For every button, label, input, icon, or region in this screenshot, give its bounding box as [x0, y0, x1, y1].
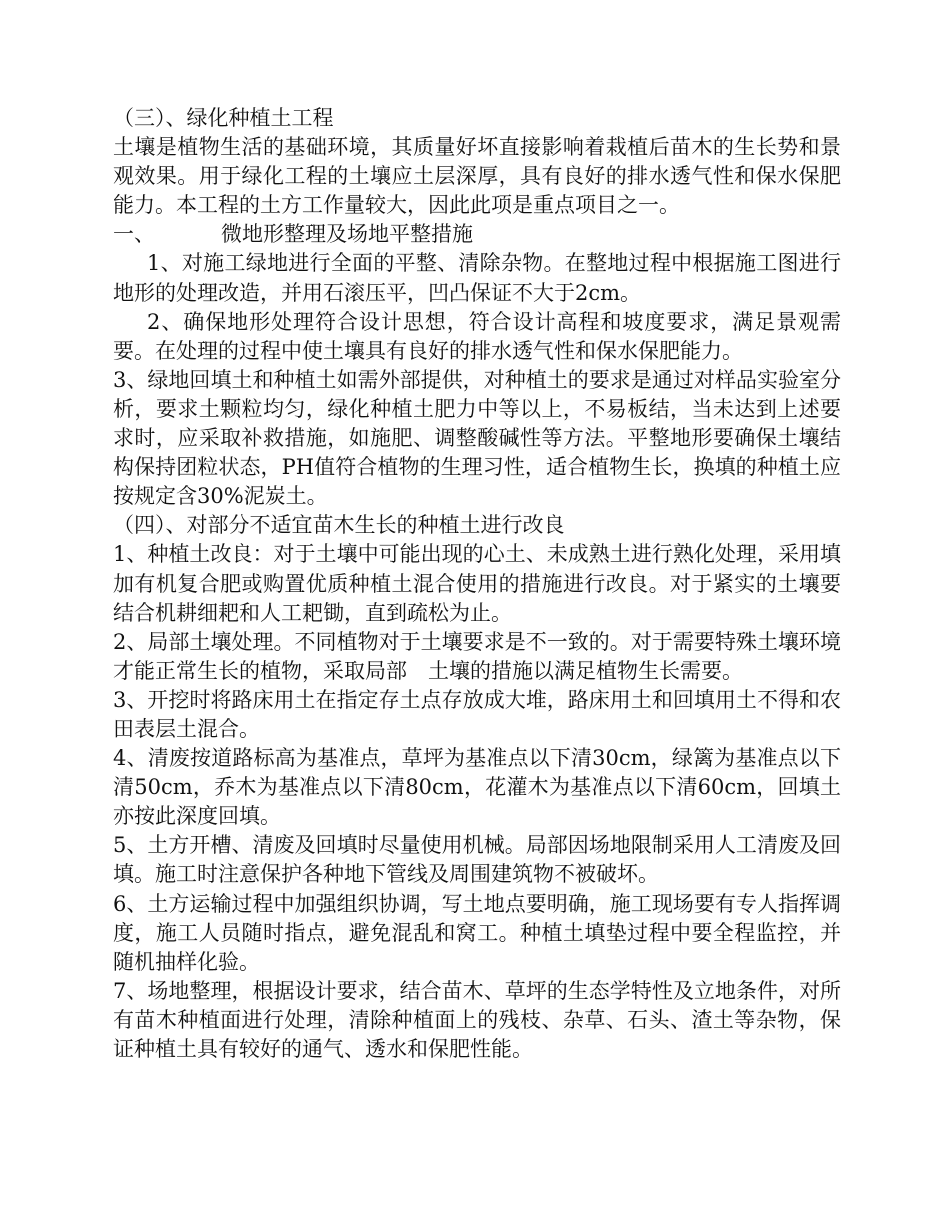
- section-4-item-7: 7、场地整理，根据设计要求，结合苗木、草坪的生态学特性及立地条件，对所有苗木种植面进行处理，清除种植面上的残枝、杂草、石头、渣土等杂物，保证种植土具有较好的通气、透水和保肥性能。: [113, 978, 841, 1061]
- item-2-paragraph: 2、确保地形处理符合设计思想，符合设计高程和坡度要求，满足景观需要。在处理的过程中使土壤具有良好的排水透气性和保水保肥能力。: [113, 309, 841, 363]
- section-4-item-2: 2、局部土壤处理。不同植物对于土壤要求是不一致的。对于需要特殊土壤环境才能正常生长的植物，采取局部 土壤的措施以满足植物生长需要。: [113, 629, 841, 683]
- item-3-paragraph: 3、绿地回填土和种植土如需外部提供，对种植土的要求是通过对样品实验室分析，要求土颗粒均匀，绿化种植土肥力中等以上，不易板结，当未达到上述要求时，应采取补救措施，如施肥、调整酸碱性等方法。平整地形要确保土壤结构保持团粒状态，PH值符合植物的生理习性，适合植物生长，换填的种植土应按规定含30%泥炭土。: [113, 367, 841, 509]
- item-1-paragraph: 1、对施工绿地进行全面的平整、清除杂物。在整地过程中根据施工图进行地形的处理改造，并用石滚压平，凹凸保证不大于2cm。: [113, 251, 841, 305]
- section-4-item-3: 3、开挖时将路床用土在指定存土点存放成大堆，路床用土和回填用土不得和农田表层土混合。: [113, 687, 841, 741]
- section-4-heading: （四）、对部分不适宜苗木生长的种植土进行改良: [113, 513, 565, 538]
- section-4-item-4: 4、清废按道路标高为基准点，草坪为基准点以下清30cm，绿篱为基准点以下清50cm，乔木为基准点以下清80cm，花灌木为基准点以下清60cm，回填土亦按此深度回填。: [113, 746, 841, 829]
- section-4-item-5: 5、土方开槽、清废及回填时尽量使用机械。局部因场地限制采用人工清废及回填。施工时注意保护各种地下管线及周围建筑物不被破坏。: [113, 833, 841, 887]
- subsection-1-title: 微地形整理及场地平整措施: [221, 222, 473, 247]
- section-4-item-6: 6、土方运输过程中加强组织协调，写土地点要明确，施工现场要有专人指挥调度，施工人员随时指点，避免混乱和窝工。种植土填垫过程中要全程监控，并随机抽样化验。: [113, 891, 841, 974]
- intro-paragraph: 土壤是植物生活的基础环境，其质量好坏直接影响着栽植后苗木的生长势和景观效果。用于绿化工程的土壤应土层深厚，具有良好的排水透气性和保水保肥能力。本工程的土方工作量较大，因此此项是重点项目之一。: [113, 135, 841, 218]
- section-3-heading: （三）、绿化种植土工程: [113, 106, 334, 130]
- section-4-item-1: 1、种植土改良：对于土壤中可能出现的心土、未成熟土进行熟化处理，采用填加有机复合肥或购置优质种植土混合使用的措施进行改良。对于紧实的土壤要结合机耕细耙和人工耙锄，直到疏松为止。: [113, 542, 841, 625]
- subsection-1-number: 一、: [113, 222, 155, 247]
- document-body: [113, 104, 841, 1064]
- subsection-1-heading: [113, 220, 841, 249]
